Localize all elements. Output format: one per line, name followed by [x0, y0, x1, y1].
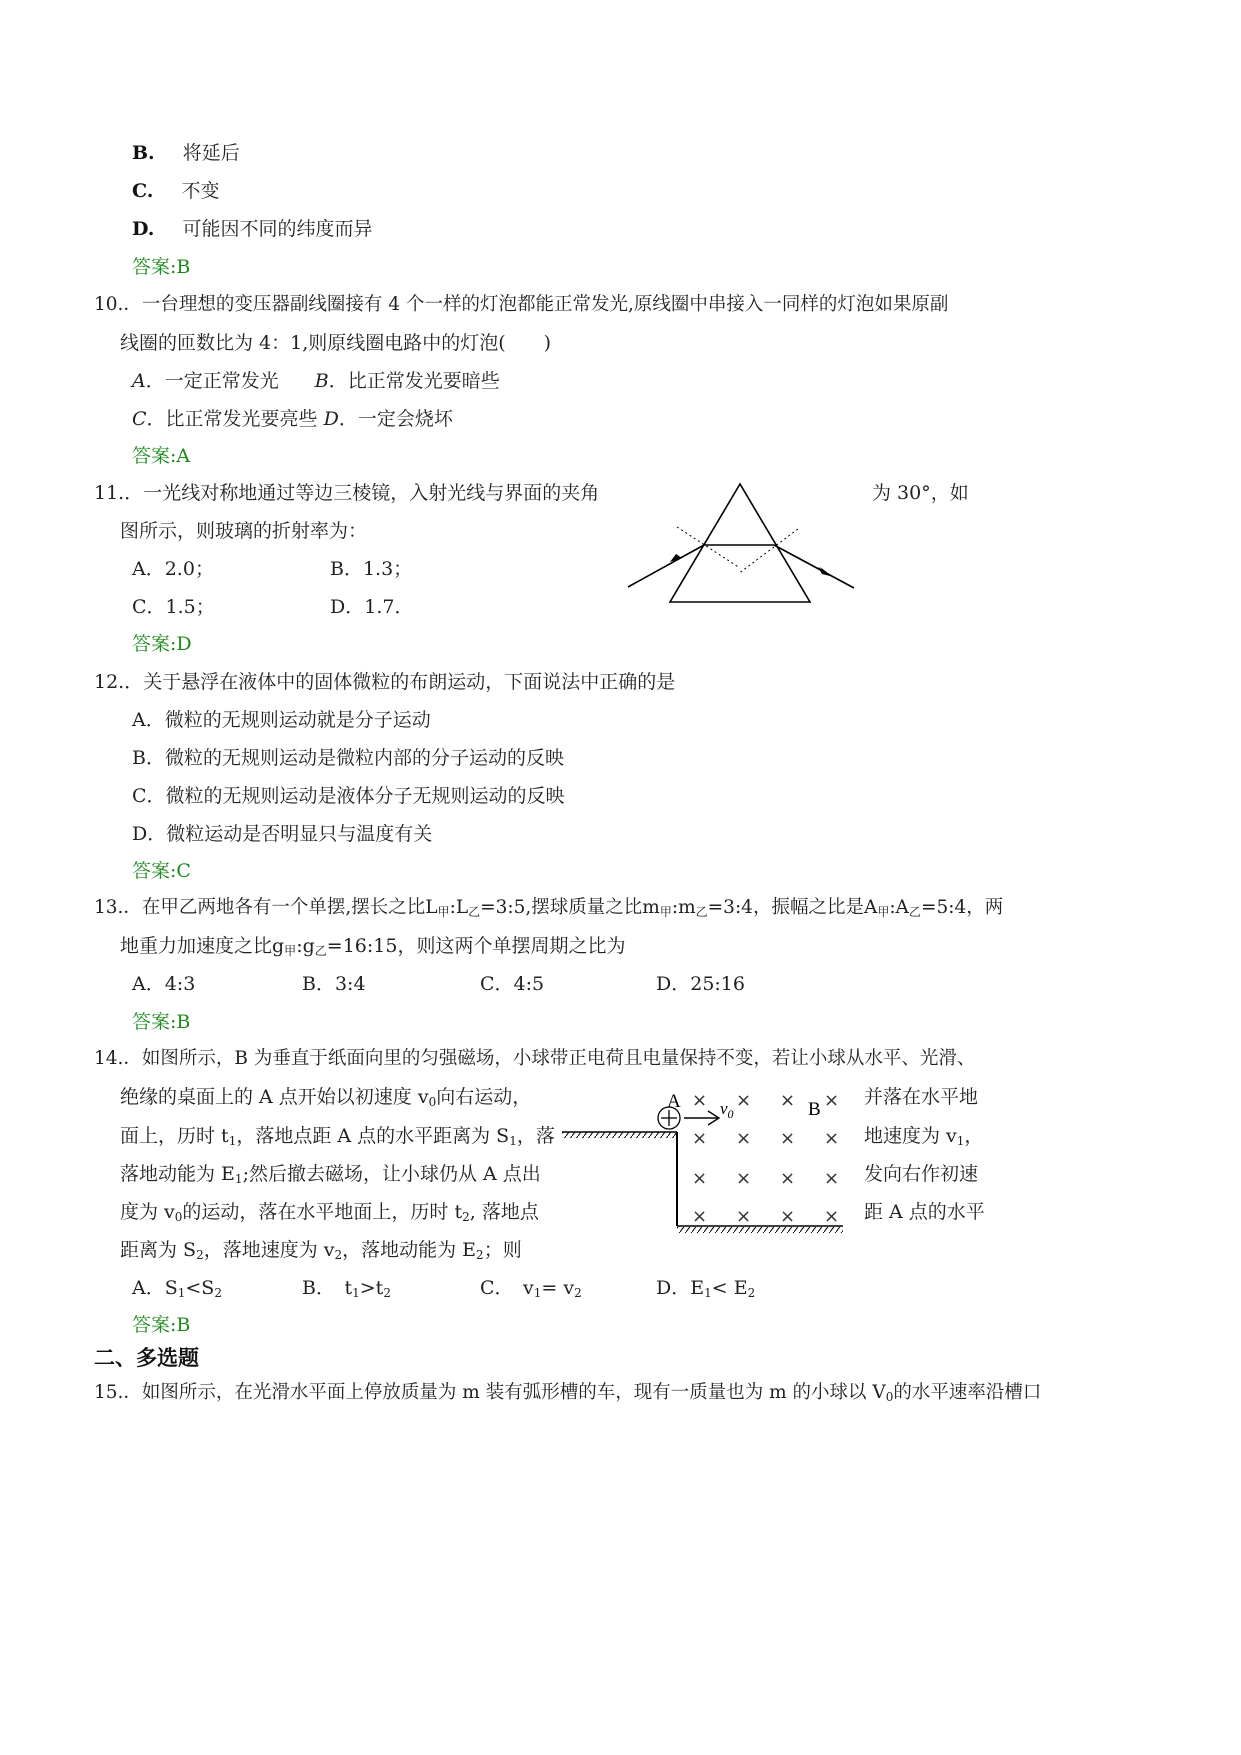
field-cross-icon: ×: [780, 1090, 796, 1111]
option-label: C: [132, 408, 147, 430]
q10-options-cd: [132, 407, 453, 431]
option-label: D.: [132, 218, 155, 240]
prism-triangle: [670, 484, 810, 602]
q14-stem-line5: [120, 1200, 539, 1229]
text: :L: [449, 897, 469, 918]
emergent-ray: [774, 545, 854, 588]
q12-option-b: B．微粒的无规则运动是微粒内部的分子运动的反映: [132, 747, 564, 769]
field-cross-icon: ×: [824, 1090, 840, 1111]
option-label: B.: [132, 142, 155, 164]
text: C． v: [480, 1277, 534, 1299]
field-cross-icon: ×: [780, 1206, 796, 1227]
q9-option-b: [132, 141, 240, 165]
text: ，落地速度为 v: [203, 1239, 335, 1261]
text: A．S: [132, 1277, 178, 1299]
incident-ray: [628, 545, 704, 587]
text: 地速度为 v: [864, 1125, 957, 1147]
subscript: 甲: [659, 905, 672, 919]
q15-stem-line1: [94, 1381, 1041, 1409]
q14-stem-line4: [120, 1162, 541, 1191]
text: >t: [359, 1277, 384, 1299]
field-cross-icon: ×: [736, 1206, 752, 1227]
q13-option-a: A．4:3: [132, 973, 196, 995]
subscript: 1: [234, 1172, 243, 1186]
section-heading: 二、多选题: [94, 1346, 199, 1370]
text: 绝缘的桌面上的 A 点开始以初速度 v: [120, 1086, 429, 1108]
ground-hatch: [677, 1227, 843, 1233]
text: :m: [671, 897, 696, 918]
option-label: C.: [132, 180, 154, 202]
normal-left: [677, 527, 740, 568]
subscript: 2: [383, 1286, 391, 1300]
point-a-label: A: [667, 1091, 681, 1112]
text: 向右运动，: [436, 1086, 532, 1108]
text: ;然后撤去磁场，让小球仍从 A 点出: [242, 1163, 541, 1185]
option-text: ．一定正常发光: [145, 370, 279, 392]
text: ，落地动能为 E: [342, 1239, 477, 1261]
text: :A: [889, 897, 909, 918]
q14-stem-line4-right: 发向右作初速: [864, 1163, 979, 1185]
subscript: 乙: [314, 944, 327, 958]
q14-option-c: [480, 1276, 582, 1305]
subscript: 甲: [877, 905, 890, 919]
text: , 落地点: [469, 1201, 539, 1223]
q14-stem-line3-right: [864, 1124, 983, 1153]
option-label: B: [314, 370, 329, 392]
field-cross-icon: ×: [780, 1168, 796, 1189]
q13-answer: 答案:B: [132, 1011, 191, 1033]
q10-answer: 答案:A: [132, 445, 191, 467]
q14-stem-line3: [120, 1124, 555, 1153]
q13-option-c: C．4:5: [480, 973, 545, 995]
magnetic-field-diagram: [560, 1080, 860, 1240]
text: ，落: [516, 1125, 555, 1147]
q14-stem-line2-right: 并落在水平地: [864, 1086, 979, 1108]
subscript: 2: [196, 1248, 204, 1262]
text: = v: [541, 1277, 575, 1299]
subscript: 1: [509, 1134, 517, 1148]
subscript: 2: [462, 1210, 470, 1224]
option-label: A: [132, 370, 146, 392]
q9-answer: 答案:B: [132, 256, 191, 278]
q14-stem-line2: [120, 1085, 531, 1114]
text: B． t: [302, 1277, 353, 1299]
table-hatch: [562, 1132, 677, 1138]
text: ，落地点距 A 点的水平距离为 S: [236, 1125, 510, 1147]
subscript: 2: [747, 1286, 756, 1300]
text: 距离为 S: [120, 1239, 197, 1261]
q11-answer: 答案:D: [132, 633, 192, 655]
option-text: 可能因不同的纬度而异: [182, 218, 373, 240]
q14-option-b: [302, 1276, 391, 1305]
subscript: 2: [574, 1286, 582, 1300]
field-cross-icon: ×: [824, 1128, 840, 1149]
q12-answer: 答案:C: [132, 860, 191, 882]
text: 15.．如图所示，在光滑水平面上停放质量为 m 装有弧形槽的车，现有一质量也为 m 的小球以 V: [94, 1382, 886, 1403]
q14-answer: 答案:B: [132, 1314, 191, 1336]
subscript: 2: [214, 1286, 222, 1300]
prism-diagram: [620, 470, 870, 610]
subscript: 0: [174, 1210, 183, 1224]
text: 落地动能为 E: [120, 1163, 235, 1185]
q11-option-a: A．2.0；: [132, 558, 214, 580]
text: =3:5,摆球质量之比m: [480, 897, 660, 918]
text: =5:4，两: [920, 897, 1004, 918]
option-label: D: [323, 408, 339, 430]
subscript: 1: [704, 1286, 712, 1300]
q12-stem: 12.．关于悬浮在液体中的固体微粒的布朗运动，下面说法中正确的是: [94, 671, 676, 693]
text: =3:4，振幅之比是A: [707, 897, 878, 918]
field-cross-icon: ×: [692, 1168, 708, 1189]
arrow-head-icon: [818, 567, 834, 577]
field-cross-icon: ×: [692, 1090, 708, 1111]
text: ；则: [483, 1239, 522, 1261]
text: < E: [711, 1277, 748, 1299]
q9-option-c: [132, 179, 219, 203]
q12-option-d: D．微粒运动是否明显只与温度有关: [132, 823, 433, 845]
q13-option-d: D．25:16: [656, 973, 745, 995]
subscript: 1: [228, 1134, 237, 1148]
text: :g: [296, 935, 315, 957]
q14-option-d: [656, 1276, 755, 1305]
q11-stem-line1-end: 为 30°，如: [872, 482, 969, 504]
q13-stem-line1: [94, 896, 1003, 924]
subscript: 0: [885, 1390, 894, 1404]
q11-stem-line1: 11.．一光线对称地通过等边三棱镜，入射光线与界面的夹角: [94, 482, 600, 504]
q14-option-a: [132, 1276, 222, 1305]
text: 的运动，落在水平地面上，历时 t: [182, 1201, 463, 1223]
text: 度为 v: [120, 1201, 175, 1223]
q14-stem-line6: [120, 1238, 522, 1267]
text: 面上，历时 t: [120, 1125, 229, 1147]
q11-option-c: C．1.5；: [132, 596, 215, 618]
field-cross-icon: ×: [692, 1206, 708, 1227]
option-text: ．一定会烧坏: [338, 408, 453, 430]
text: 的水平速率沿槽口: [893, 1382, 1042, 1403]
q10-stem-line1: 10.．一台理想的变压器副线圈接有 4 个一样的灯泡都能正常发光,原线圈中串接入一同样的灯泡如果原副: [94, 294, 949, 315]
q11-option-d: D．1.7．: [330, 596, 414, 618]
subscript: 1: [956, 1134, 965, 1148]
q14-stem-line1: 14.．如图所示，B 为垂直于纸面向里的匀强磁场，小球带正电荷且电量保持不变，若让小球从水平、光滑、: [94, 1048, 976, 1069]
field-cross-icon: ×: [736, 1128, 752, 1149]
field-cross-icon: ×: [692, 1128, 708, 1149]
subscript: 1: [533, 1286, 542, 1300]
field-cross-icon: ×: [824, 1168, 840, 1189]
option-text: ．比正常发光要暗些: [328, 370, 500, 392]
subscript: 甲: [284, 944, 297, 958]
q12-option-c: C．微粒的无规则运动是液体分子无规则运动的反映: [132, 785, 565, 807]
q12-option-a: A．微粒的无规则运动就是分子运动: [132, 709, 431, 731]
text: 地重力加速度之比g: [120, 935, 285, 957]
q11-option-b: B．1.3；: [330, 558, 413, 580]
subscript: 乙: [908, 905, 921, 919]
field-cross-icon: ×: [824, 1206, 840, 1227]
q14-stem-line5-right: 距 A 点的水平: [864, 1201, 985, 1223]
text: <S: [185, 1277, 215, 1299]
text: =16:15，则这两个单摆周期之比为: [326, 935, 626, 957]
q10-options-ab: [132, 369, 500, 393]
q13-stem-line2: [120, 934, 625, 963]
option-text: ．比正常发光要亮些: [146, 408, 318, 430]
option-text: 不变: [181, 180, 220, 202]
field-b-label: B: [808, 1099, 821, 1120]
subscript: 0: [428, 1095, 437, 1109]
text: 13.．在甲乙两地各有一个单摆,摆长之比L: [94, 897, 438, 918]
field-cross-icon: ×: [736, 1168, 752, 1189]
subscript: 乙: [468, 905, 481, 919]
q9-option-d: [132, 217, 372, 241]
q13-option-b: B．3:4: [302, 973, 366, 995]
text: D．E: [656, 1277, 705, 1299]
velocity-label: $v_0$: [720, 1099, 734, 1121]
subscript: 2: [334, 1248, 343, 1262]
subscript: 2: [476, 1248, 484, 1262]
subscript: 甲: [437, 905, 450, 919]
field-cross-icon: ×: [736, 1090, 752, 1111]
q11-stem-line2: 图所示，则玻璃的折射率为：: [120, 520, 368, 542]
option-text: 将延后: [182, 142, 240, 164]
field-cross-icon: ×: [780, 1128, 796, 1149]
subscript: 乙: [695, 905, 708, 919]
subscript: 1: [352, 1286, 360, 1300]
text: ，: [964, 1125, 984, 1147]
q10-stem-line2: 线圈的匝数比为 4：1,则原线圈电路中的灯泡( ): [120, 332, 552, 354]
subscript: 1: [177, 1286, 186, 1300]
